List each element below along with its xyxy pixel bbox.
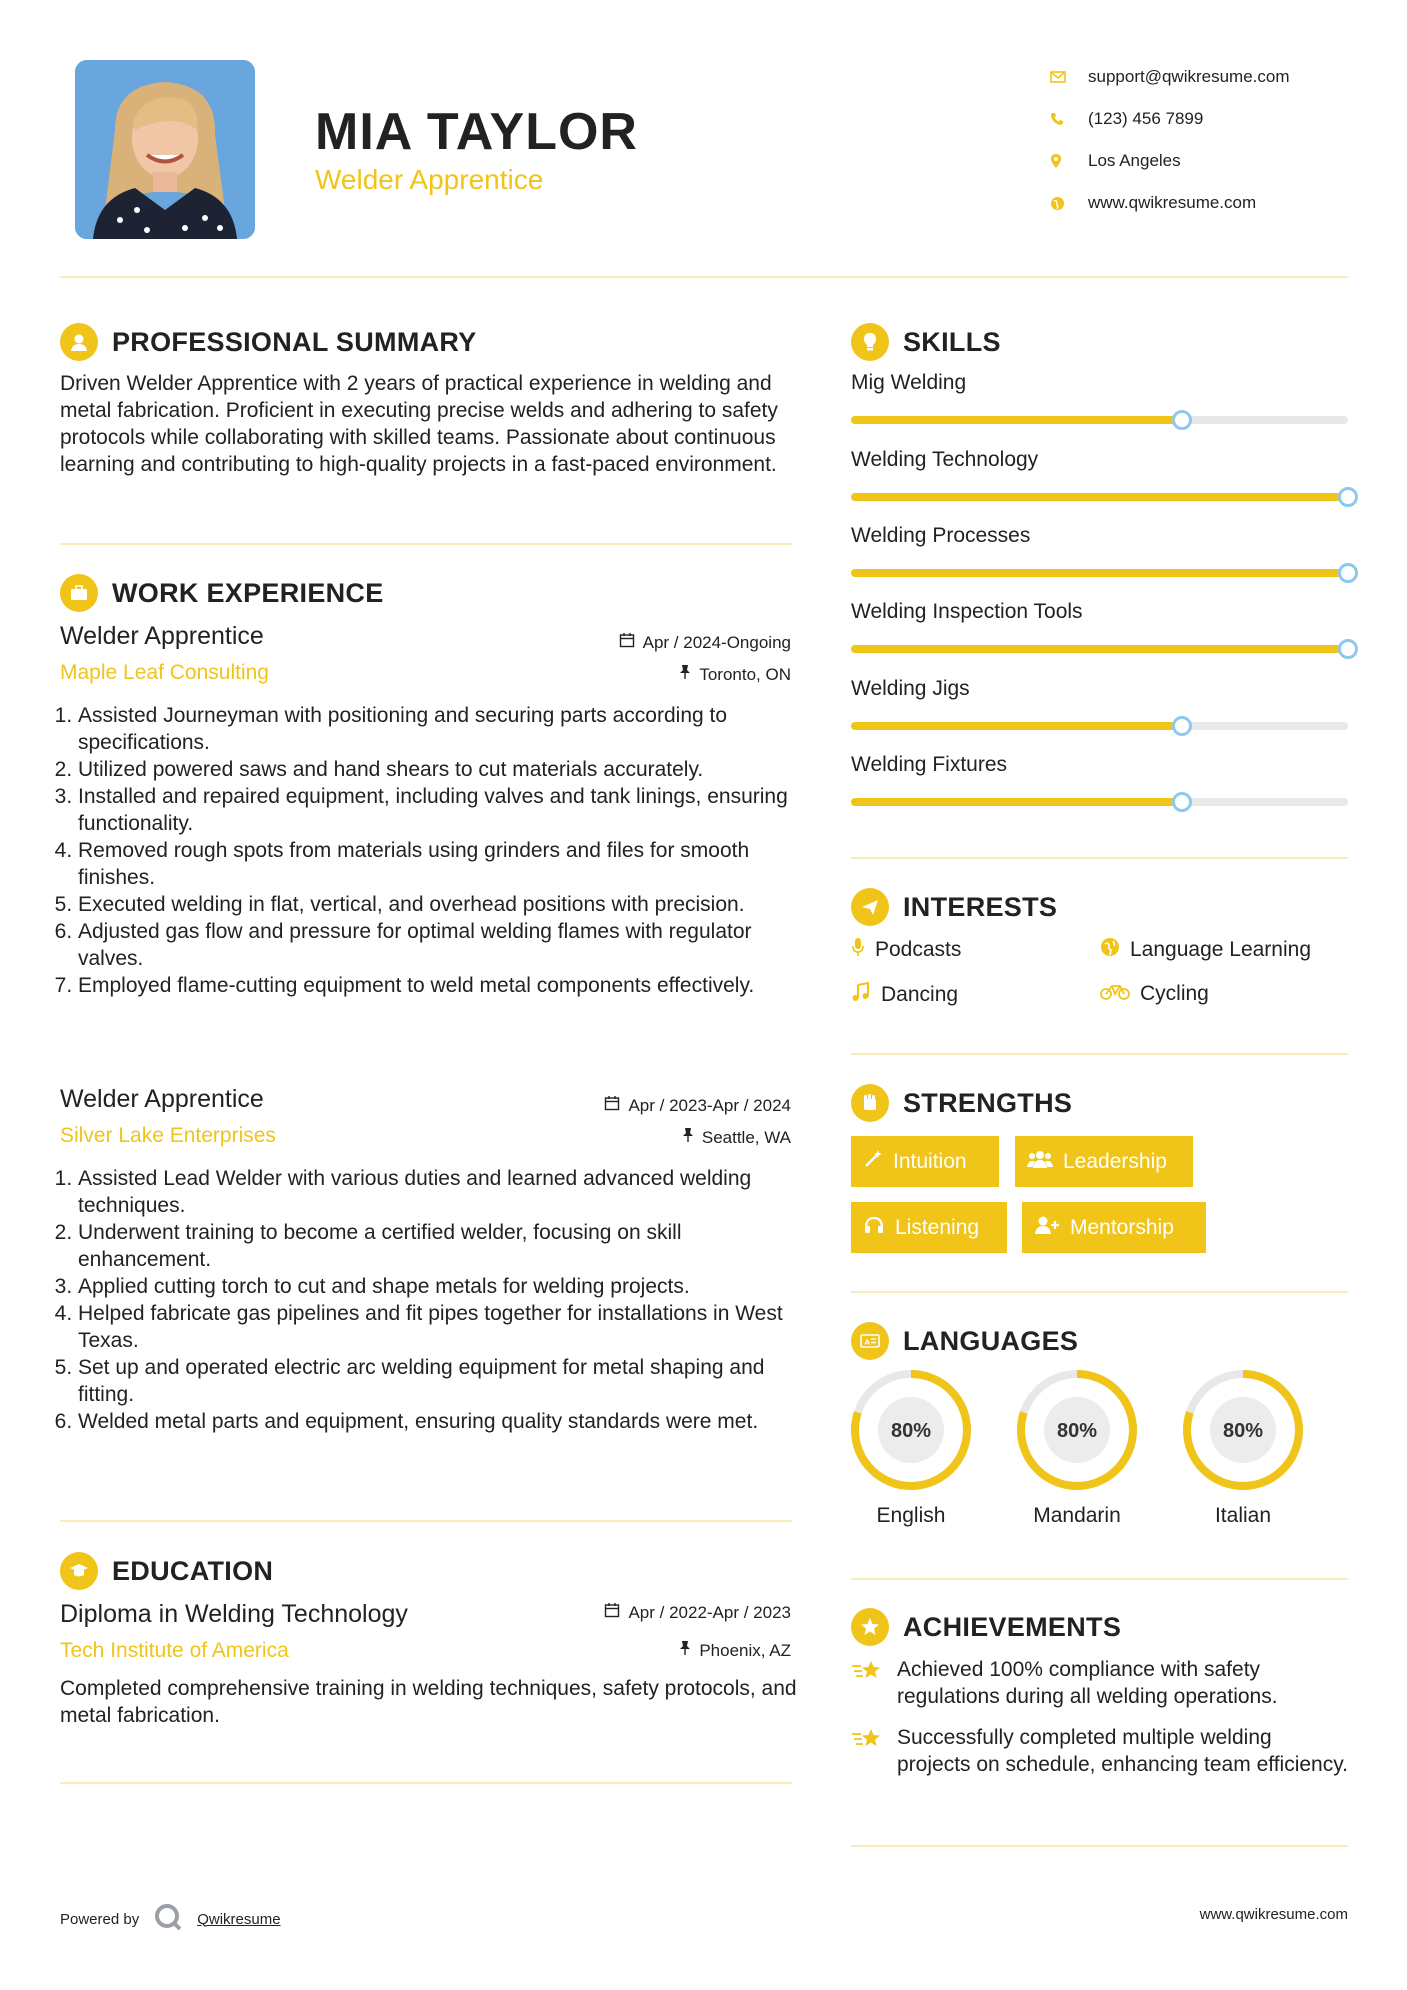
strength-chip: Intuition bbox=[851, 1136, 999, 1187]
list-item: 5. Set up and operated electric arc welding equipment for metal shaping and fitting. bbox=[78, 1354, 798, 1408]
skill-label: Mig Welding bbox=[851, 371, 967, 394]
list-item: 6. Welded metal parts and equipment, ensuring quality standards were met. bbox=[78, 1408, 798, 1435]
magic-wand-icon bbox=[863, 1149, 883, 1175]
list-item: 2. Underwent training to become a certified welder, focusing on skill enhancement. bbox=[78, 1219, 798, 1273]
graduation-icon bbox=[60, 1552, 98, 1590]
footer-website-link[interactable]: www.qwikresume.com bbox=[1199, 1906, 1348, 1923]
skill-label: Welding Technology bbox=[851, 448, 1039, 471]
education-location: Phoenix, AZ bbox=[679, 1640, 791, 1661]
education-date: Apr / 2022-Apr / 2023 bbox=[604, 1602, 791, 1623]
list-item: 4. Removed rough spots from materials using grinders and files for smooth finishes. bbox=[78, 837, 798, 891]
job-1-location: Toronto, ON bbox=[679, 664, 791, 685]
skill-handle bbox=[1172, 716, 1192, 736]
interests-divider bbox=[851, 1053, 1348, 1055]
globe-icon bbox=[1050, 196, 1088, 211]
strengths-divider bbox=[851, 1291, 1348, 1293]
skill-bar bbox=[851, 569, 1348, 577]
envelope-icon bbox=[1050, 71, 1088, 83]
achievements-divider bbox=[851, 1845, 1348, 1847]
education-heading: EDUCATION bbox=[60, 1552, 273, 1590]
skill-label: Welding Jigs bbox=[851, 677, 970, 700]
language-item bbox=[849, 1368, 973, 1528]
headphones-icon bbox=[863, 1215, 885, 1241]
briefcase-icon bbox=[60, 574, 98, 612]
job-2-responsibilities bbox=[60, 1165, 798, 1435]
skill-handle bbox=[1172, 792, 1192, 812]
map-pin-icon bbox=[1050, 153, 1088, 169]
job-2-title: Welder Apprentice bbox=[60, 1085, 264, 1113]
job-1-title: Welder Apprentice bbox=[60, 622, 264, 650]
achievements-heading: ACHIEVEMENTS bbox=[851, 1608, 1121, 1646]
summary-text: Driven Welder Apprentice with 2 years of practical experience in welding and metal fabrication. Proficient in executing precise welds and adhering to safety protocols while collaborating with skilled teams. Passionate about continuous learning and contributing to high-quality projects in a fast-paced environment. bbox=[60, 372, 778, 476]
interest-item: Podcasts bbox=[851, 937, 961, 963]
languages-heading: A LANGUAGES bbox=[851, 1322, 1078, 1360]
list-item: 5. Executed welding in flat, vertical, and overhead positions with precision. bbox=[78, 891, 798, 918]
strength-chip: Leadership bbox=[1015, 1136, 1193, 1187]
education-divider bbox=[60, 1782, 792, 1784]
skill-fill bbox=[851, 722, 1182, 730]
qwikresume-logo-icon bbox=[153, 1902, 183, 1936]
education-description: Completed comprehensive training in welding techniques, safety protocols, and metal fabrication. bbox=[60, 1677, 797, 1727]
pushpin-icon bbox=[679, 664, 691, 685]
calendar-icon bbox=[619, 632, 635, 653]
skill-bar bbox=[851, 798, 1348, 806]
footer-powered-by: Powered by Qwikresume bbox=[60, 1902, 281, 1936]
paper-plane-icon bbox=[851, 888, 889, 926]
pushpin-icon bbox=[682, 1127, 694, 1148]
list-item: 2. Utilized powered saws and hand shears to cut materials accurately. bbox=[78, 756, 798, 783]
fist-icon bbox=[851, 1084, 889, 1122]
skill-label: Welding Inspection Tools bbox=[851, 600, 1083, 623]
profile-photo bbox=[75, 60, 255, 239]
skill-label: Welding Processes bbox=[851, 524, 1031, 547]
user-icon bbox=[60, 323, 98, 361]
interest-item: Cycling bbox=[1100, 982, 1209, 1006]
skill-fill bbox=[851, 645, 1348, 653]
list-item: 1. Assisted Journeyman with positioning and securing parts according to specifications. bbox=[78, 702, 798, 756]
language-name: Mandarin bbox=[1033, 1504, 1121, 1527]
language-card-icon bbox=[851, 1322, 889, 1360]
job-2-company: Silver Lake Enterprises bbox=[60, 1124, 276, 1147]
svg-text:A: A bbox=[864, 1338, 870, 1347]
music-note-icon bbox=[851, 982, 871, 1008]
language-name: Italian bbox=[1214, 1504, 1272, 1527]
phone-icon bbox=[1050, 112, 1088, 126]
list-item: 1. Assisted Lead Welder with various duties and learned advanced welding techniques. bbox=[78, 1165, 798, 1219]
summary-divider bbox=[60, 543, 792, 545]
job-1-date: Apr / 2024-Ongoing bbox=[619, 632, 791, 653]
list-item: 3. Installed and repaired equipment, including valves and tank linings, ensuring functionality. bbox=[78, 783, 798, 837]
skill-bar bbox=[851, 416, 1348, 424]
job-2-location: Seattle, WA bbox=[682, 1127, 791, 1148]
job-1-company: Maple Leaf Consulting bbox=[60, 661, 269, 684]
strengths-heading: STRENGTHS bbox=[851, 1084, 1072, 1122]
skills-heading: SKILLS bbox=[851, 323, 1001, 361]
header-divider bbox=[60, 276, 1348, 278]
candidate-role: Welder Apprentice bbox=[315, 164, 544, 195]
language-item bbox=[1015, 1368, 1139, 1528]
language-percent: 80% bbox=[1056, 1420, 1098, 1442]
skill-bar bbox=[851, 722, 1348, 730]
user-plus-icon bbox=[1034, 1215, 1060, 1241]
shooting-star-icon bbox=[851, 1656, 897, 1710]
strength-chip: Mentorship bbox=[1022, 1202, 1206, 1253]
languages-divider bbox=[851, 1578, 1348, 1580]
contact-location: Los Angeles bbox=[1050, 140, 1380, 182]
star-badge-icon bbox=[851, 1608, 889, 1646]
achievement-item: Achieved 100% compliance with safety regulations during all welding operations. bbox=[851, 1656, 1348, 1710]
interest-item: Dancing bbox=[851, 982, 958, 1008]
interests-heading: INTERESTS bbox=[851, 888, 1057, 926]
skill-fill bbox=[851, 493, 1348, 501]
skill-fill bbox=[851, 569, 1348, 577]
language-item bbox=[1181, 1368, 1305, 1528]
job-1-responsibilities bbox=[60, 702, 798, 999]
list-item: 6. Adjusted gas flow and pressure for optimal welding flames with regulator valves. bbox=[78, 918, 798, 972]
education-degree: Diploma in Welding Technology bbox=[60, 1600, 408, 1628]
contact-list bbox=[1050, 56, 1380, 224]
strength-chip: Listening bbox=[851, 1202, 1007, 1253]
skill-bar bbox=[851, 493, 1348, 501]
contact-email[interactable]: support@qwikresume.com bbox=[1050, 56, 1380, 98]
job-2-date: Apr / 2023-Apr / 2024 bbox=[604, 1095, 791, 1116]
list-item: 7. Employed flame-cutting equipment to weld metal components effectively. bbox=[78, 972, 798, 999]
users-icon bbox=[1027, 1149, 1053, 1175]
lightbulb-icon bbox=[851, 323, 889, 361]
skill-handle bbox=[1172, 410, 1192, 430]
contact-phone[interactable]: (123) 456 7899 bbox=[1050, 98, 1380, 140]
shooting-star-icon bbox=[851, 1724, 897, 1778]
skill-bar bbox=[851, 645, 1348, 653]
skill-fill bbox=[851, 798, 1182, 806]
calendar-icon bbox=[604, 1095, 620, 1116]
qwikresume-link[interactable]: Qwikresume bbox=[197, 1910, 281, 1928]
language-percent: 80% bbox=[1222, 1420, 1264, 1442]
education-school: Tech Institute of America bbox=[60, 1639, 289, 1662]
calendar-icon bbox=[604, 1602, 620, 1623]
experience-divider bbox=[60, 1520, 792, 1522]
skill-handle bbox=[1338, 487, 1358, 507]
skills-divider bbox=[851, 857, 1348, 859]
skill-handle bbox=[1338, 639, 1358, 659]
achievement-item: Successfully completed multiple welding projects on schedule, enhancing team efficiency. bbox=[851, 1724, 1348, 1778]
bicycle-icon bbox=[1100, 982, 1130, 1006]
experience-heading: WORK EXPERIENCE bbox=[60, 574, 384, 612]
language-name: English bbox=[876, 1504, 946, 1527]
candidate-name: MIA TAYLOR bbox=[315, 103, 638, 161]
contact-website[interactable]: www.qwikresume.com bbox=[1050, 182, 1380, 224]
summary-heading: PROFESSIONAL SUMMARY bbox=[60, 323, 477, 361]
interest-item: Language Learning bbox=[1100, 937, 1311, 963]
globe-icon bbox=[1100, 937, 1120, 963]
skill-handle bbox=[1338, 563, 1358, 583]
skill-fill bbox=[851, 416, 1182, 424]
list-item: 4. Helped fabricate gas pipelines and fit pipes together for installations in West Texas. bbox=[78, 1300, 798, 1354]
microphone-icon bbox=[851, 937, 865, 963]
language-percent: 80% bbox=[890, 1420, 932, 1442]
skill-label: Welding Fixtures bbox=[851, 753, 1008, 776]
pushpin-icon bbox=[679, 1640, 691, 1661]
list-item: 3. Applied cutting torch to cut and shape metals for welding projects. bbox=[78, 1273, 798, 1300]
